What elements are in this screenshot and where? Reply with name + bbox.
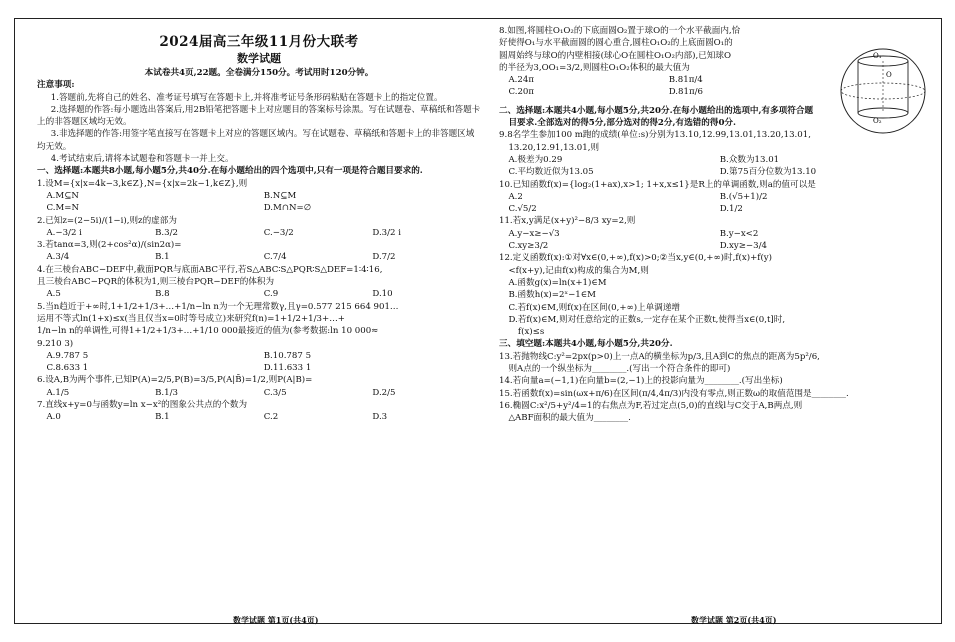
option-c: C.平均数近似为13.05 — [508, 167, 594, 178]
option-b: B.81π/4 — [668, 75, 703, 86]
note-item: 1.答题前,先将自己的姓名、准考证号填写在答题卡上,并将准考证号条形码粘贴在答题卡上的指定位置。 — [50, 92, 443, 103]
option-c: C.9 — [263, 289, 279, 300]
option-d: D.第75百分位数为13.10 — [719, 167, 817, 178]
option-a: A.24π — [508, 75, 534, 86]
option-c: C.若f(x)∈M,则f(x)在区间(0,+∞)上单调递增 — [508, 302, 681, 313]
question-1: 1.设M={x|x=4k−3,k∈Z},N={x|x=2k−1,k∈Z},则 — [37, 178, 248, 189]
question-11: 11.若x,y满足(x+y)²−8/3 xy=2,则 — [499, 216, 636, 227]
question-4-options — [37, 288, 481, 300]
option-d: D.2/5 — [372, 387, 396, 398]
question-10: 10.已知函数f(x)={log₂(1+ax),x>1; 1+x,x≤1}是R上的单调函数,则a的值可以是 — [499, 179, 816, 190]
question-5-line-1: 5.当n趋近于+∞时,1+1/2+1/3+…+1/n−ln n为一个无理常数γ,且γ=0.577 215 664 901… — [37, 301, 399, 312]
option-b: B.8 — [155, 289, 170, 300]
question-2-options — [37, 227, 481, 239]
option-d: D.xy≥−3/4 — [719, 241, 767, 252]
question-13-line-2: 则A点的一个纵坐标为________.(写出一个符合条件的即可) — [508, 364, 731, 375]
question-4-line-1: 4.在三棱台ABC−DEF中,截面PQR与底面ABC平行,若S△ABC∶S△PQR∶S△DEF=1∶4∶16, — [37, 264, 383, 275]
option-b: B.1 — [155, 252, 170, 263]
footer-page-1: 数学试题 第1页(共4页) — [233, 615, 319, 625]
option-a: A.0 — [46, 412, 61, 423]
question-6-options — [37, 387, 481, 399]
option-c: C.3/5 — [263, 387, 287, 398]
section-one-heading: 一、选择题:本题共8小题,每小题5分,共40分.在每小题给出的四个选项中,只有一项是符合题目要求的. — [37, 166, 423, 177]
question-8-line-4: 的半径为3,OO₁=3/2,则圆柱O₁O₂体积的最大值为 — [499, 62, 690, 73]
exam-title: 2024届高三年级11月份大联考 — [159, 34, 359, 50]
question-8-line-3: 圆周始终与球O的内壁相接(球心O在圆柱O₁O₂内部),已知球O — [499, 50, 732, 61]
option-c: C.8.633 1 — [46, 363, 89, 374]
option-b: B.10.787 5 — [263, 350, 312, 361]
notes-heading: 注意事项: — [37, 80, 75, 91]
question-5-line-4: 9.210 3) — [37, 338, 74, 349]
question-3-options — [37, 251, 481, 263]
option-a: A.5 — [46, 289, 61, 300]
question-5-line-3: 1/n−ln n的单调性,可得1+1/2+1/3+…+1/10 000最接近的值为(参考数据:ln 10 000≈ — [37, 326, 379, 337]
option-a: A.M⊆N — [46, 190, 79, 201]
question-9-line-1: 9.8名学生参加100 m跑的成绩(单位:s)分别为13.10,12.99,13.01,13.20,13.01, — [499, 130, 811, 141]
option-a: A.函数g(x)=ln(x+1)∈M — [508, 277, 607, 288]
option-c: C.xy≥3/2 — [508, 241, 549, 252]
option-d: D.81π/6 — [668, 87, 703, 98]
option-c: C.7/4 — [263, 252, 287, 263]
option-c: C.2 — [263, 412, 279, 423]
question-5-options — [37, 350, 481, 375]
page-1-column — [37, 25, 481, 424]
question-10-options — [499, 191, 931, 216]
question-15: 15.若函数f(x)=sin(ωx+π/6)在区间(π/4,4π/3)内没有零点,则正数ω的取值范围是________. — [499, 388, 849, 399]
question-13-line-1: 13.若抛物线C:y²=2px(p>0)上一点A的横坐标为p/3,且A到C的焦点的距离为5p²/6, — [499, 351, 820, 362]
option-b: B.y−x<2 — [719, 228, 759, 239]
section-two-heading-cont: 目要求.全部选对的得5分,部分选对的得2分,有选错的得0分. — [508, 118, 737, 129]
option-d-cont: f(x)≤s — [517, 327, 545, 338]
option-d: D.7/2 — [372, 252, 396, 263]
option-c: C.−3/2 — [263, 227, 294, 238]
option-b: B.(√5+1)/2 — [719, 191, 768, 202]
option-a: A.9.787 5 — [46, 350, 89, 361]
question-16-line-2: △ABF面积的最大值为________. — [508, 413, 631, 424]
question-8-line-1: 8.如图,将圆柱O₁O₂的下底面圆O₂置于球O的一个水平截面内,恰 — [499, 26, 741, 36]
label-o2: O₂ — [873, 117, 882, 125]
note-item: 3.非选择题的作答:用签字笔直接写在答题卡上对应的答题区域内。写在试题卷、草稿纸和答题卡上的非答题区域均无效。 — [37, 129, 475, 152]
option-b: B.3/2 — [155, 227, 178, 238]
notes-list — [37, 92, 481, 166]
option-d: D.10 — [372, 289, 393, 300]
question-7: 7.直线x+y=0与函数y=ln x−x²的图象公共点的个数为 — [37, 400, 248, 411]
question-4-line-2: 且三棱台ABC−PQR的体积为1,则三棱台PQR−DEF的体积为 — [37, 277, 275, 288]
option-a: A.−3/2 i — [46, 227, 82, 238]
exam-subtitle: 数学试题 — [237, 52, 281, 65]
option-b: B.N⊆M — [263, 190, 297, 201]
option-d: D.11.633 1 — [263, 363, 312, 374]
question-3: 3.若tanα=3,则(2+cos²α)/(sin2α)= — [37, 240, 182, 251]
option-a: A.1/5 — [46, 387, 70, 398]
section-two-heading: 二、选择题:本题共4小题,每小题5分,共20分.在每小题给出的选项中,有多项符合题 — [499, 105, 814, 116]
question-9-line-2: 13.20,12.91,13.01,则 — [508, 142, 600, 153]
option-b: B.1/3 — [155, 387, 178, 398]
note-item: 4.考试结束后,请将本试题卷和答题卡一并上交。 — [50, 154, 234, 165]
option-d: D.M∩N=∅ — [263, 203, 312, 214]
exam-info: 本试卷共4页,22题。全卷满分150分。考试用时120分钟。 — [144, 68, 374, 78]
question-11-options — [499, 228, 931, 253]
question-9-options — [499, 154, 931, 179]
option-d: D.3/2 i — [372, 227, 401, 238]
exam-sheet — [14, 18, 942, 624]
option-a: A.y−x≥−√3 — [508, 228, 560, 239]
question-12-line-2: <f(x+y),记由f(x)构成的集合为M,则 — [508, 265, 649, 276]
question-8-line-2: 好使得O₁与水平截面圆的圆心重合,圆柱O₁O₂的上底面圆O₁的 — [499, 38, 733, 49]
question-2: 2.已知z=(2−5i)/(1−i),则z的虚部为 — [37, 215, 177, 226]
option-d: D.3 — [372, 412, 388, 423]
sphere-cylinder-figure — [833, 45, 933, 135]
option-a: A.2 — [508, 191, 523, 202]
option-c: C.M=N — [46, 203, 79, 214]
option-b: B.函数h(x)=2ˣ−1∈M — [508, 290, 596, 301]
option-a: A.3/4 — [46, 252, 70, 263]
question-14: 14.若向量a=(−1,1)在向量b=(2,−1)上的投影向量为________.(写出坐标) — [499, 376, 783, 387]
section-three-heading: 三、填空题:本题共4小题,每小题5分,共20分. — [499, 339, 673, 350]
question-16-line-1: 16.椭圆C:x²/5+y²/4=1的右焦点为F,若过定点(5,0)的直线l与C交于A,B两点,则 — [499, 400, 803, 411]
label-o: O — [886, 71, 892, 79]
question-12-line-1: 12.定义函数f(x):①对∀x∈(0,+∞),f(x)>0;②当x,y∈(0,+∞)时,f(x)+f(y) — [499, 253, 773, 264]
footer-page-2: 数学试题 第2页(共4页) — [691, 615, 777, 625]
question-5-line-2: 运用不等式ln(1+x)≤x(当且仅当x=0时等号成立)来研究f(n)=1+1/2+1/3+…+ — [37, 313, 346, 324]
option-c: C.20π — [508, 87, 535, 98]
question-6: 6.设A,B为两个事件,已知P(A)=2/5,P(B)=3/5,P(A|B̄)=1/2,则P(A|B)= — [37, 375, 313, 386]
option-d: D.1/2 — [719, 204, 743, 215]
label-o1: O₁ — [873, 52, 882, 60]
question-1-options — [37, 190, 481, 215]
option-c: C.√5/2 — [508, 204, 537, 215]
option-d: D.若f(x)∈M,则对任意给定的正数s,一定存在某个正数t,使得当x∈(0,t]时, — [508, 314, 786, 325]
question-7-options — [37, 411, 481, 423]
option-b: B.众数为13.01 — [719, 154, 780, 165]
option-a: A.极差为0.29 — [508, 154, 563, 165]
option-b: B.1 — [155, 412, 170, 423]
question-8-options — [499, 74, 829, 99]
note-item: 2.选择题的作答:每小题选出答案后,用2B铅笔把答题卡上对应题目的答案标号涂黑。写在试题卷、草稿纸和答题卡上的非答题区域均无效。 — [37, 104, 481, 128]
